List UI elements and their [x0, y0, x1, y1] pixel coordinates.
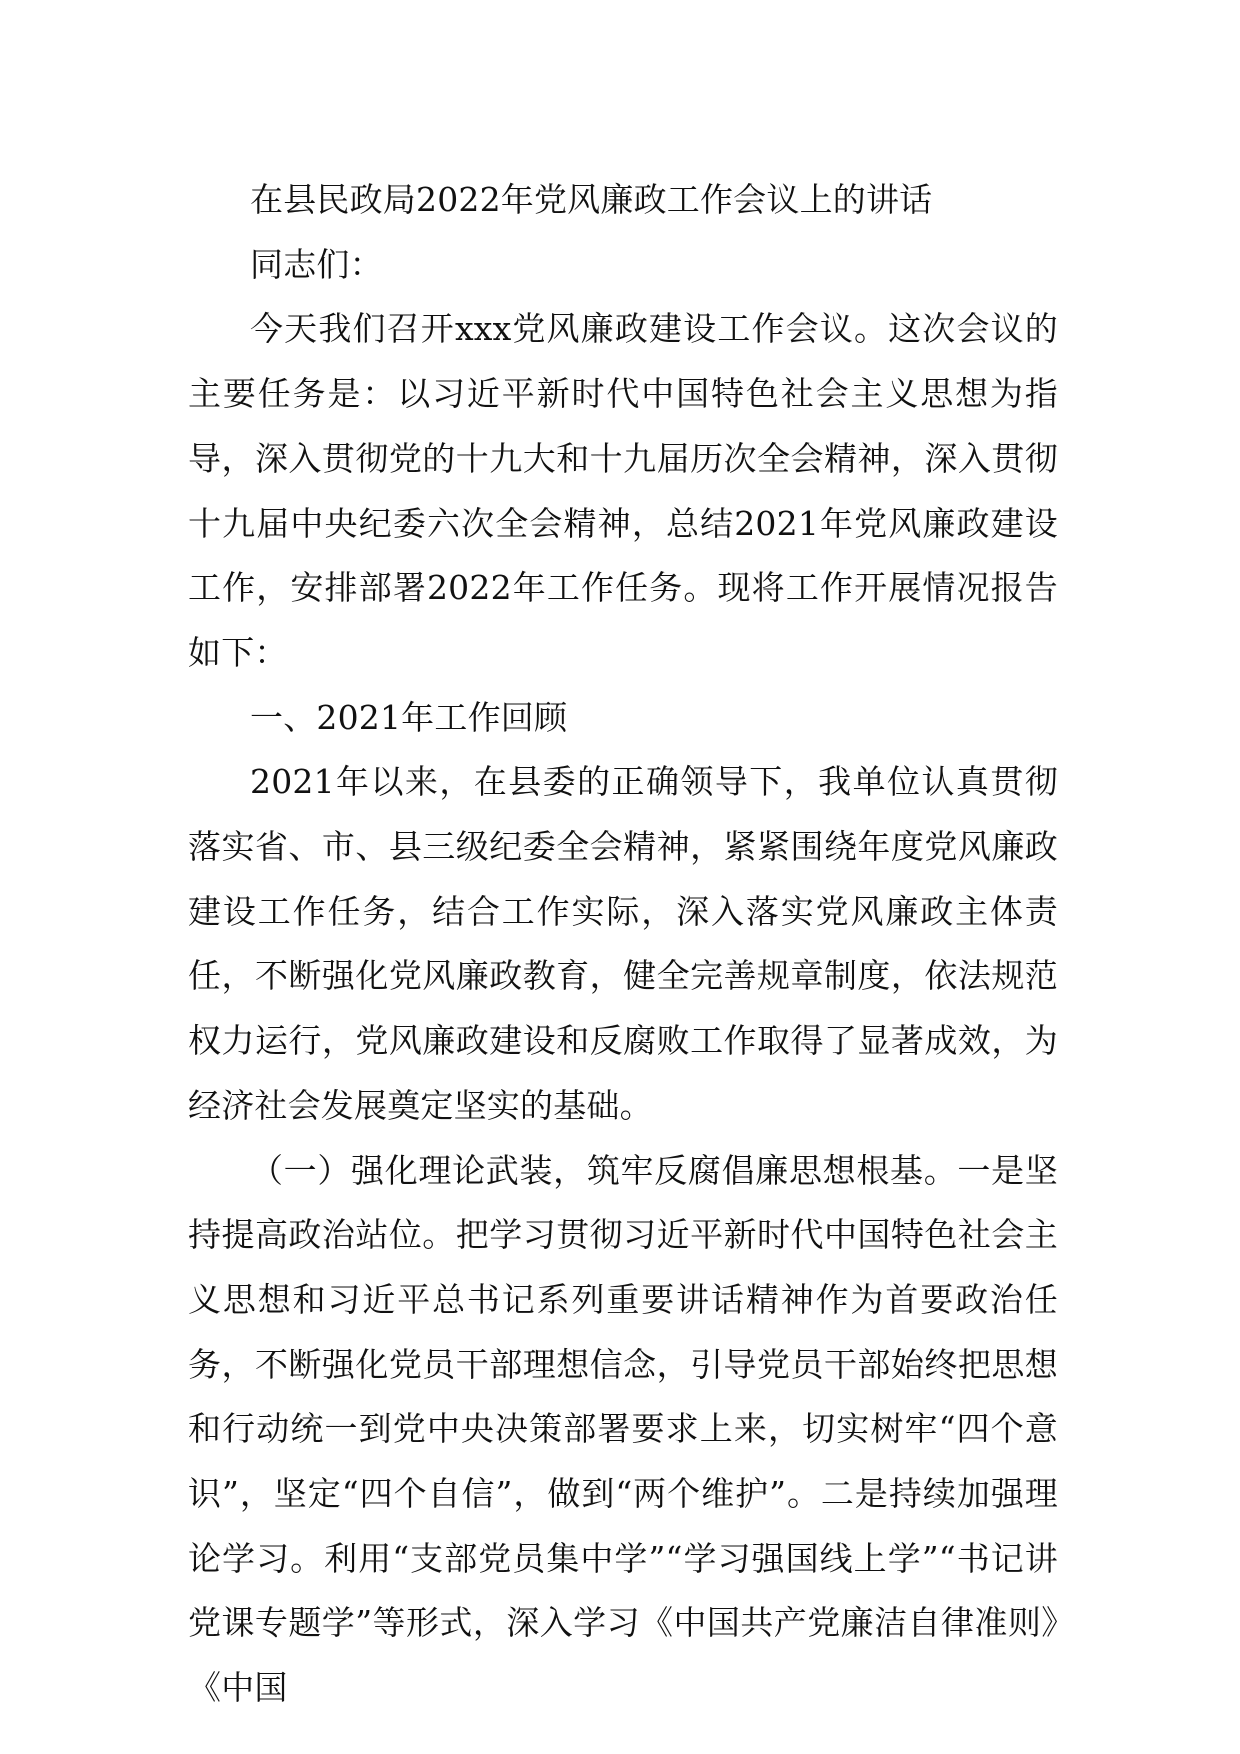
- paragraph-opening: 今天我们召开xxx党风廉政建设工作会议。这次会议的主要任务是：以习近平新时代中国特色社会主义思想为指导，深入贯彻党的十九大和十九届历次全会精神，深入贯彻十九届中央纪委六次全会精神，总结2021年党风廉政建设工作，安排部署2022年工作任务。现将工作开展情况报告如下：: [188, 309, 1058, 672]
- paragraph-theory-study: （一）强化理论武装，筑牢反腐倡廉思想根基。一是坚持提高政治站位。把学习贯彻习近平新时代中国特色社会主义思想和习近平总书记系列重要讲话精神作为首要政治任务，不断强化党员干部理想信念，引导党员干部始终把思想和行动统一到党中央决策部署要求上来，切实树牢“四个意识”，坚定“四个自信”，做到“两个维护”。二是持续加强理论学习。利用“支部党员集中学”“学习强国线上学”“书记讲党课专题学”等形式，深入学习《中国共产党廉洁自律准则》《中国: [188, 1150, 1058, 1708]
- paragraph-review-summary: 2021年以来，在县委的正确领导下，我单位认真贯彻落实省、市、县三级纪委全会精神，紧紧围绕年度党风廉政建设工作任务，结合工作实际，深入落实党风廉政主体责任，不断强化党风廉政教育，健全完善规章制度，依法规范权力运行，党风廉政建设和反腐败工作取得了显著成效，为经济社会发展奠定坚实的基础。: [188, 762, 1058, 1125]
- salutation: 同志们：: [250, 244, 383, 284]
- document-title: 在县民政局2022年党风廉政工作会议上的讲话: [250, 180, 933, 219]
- section-heading-review: 一、2021年工作回顾: [250, 697, 568, 737]
- document-page: [188, 168, 1058, 1721]
